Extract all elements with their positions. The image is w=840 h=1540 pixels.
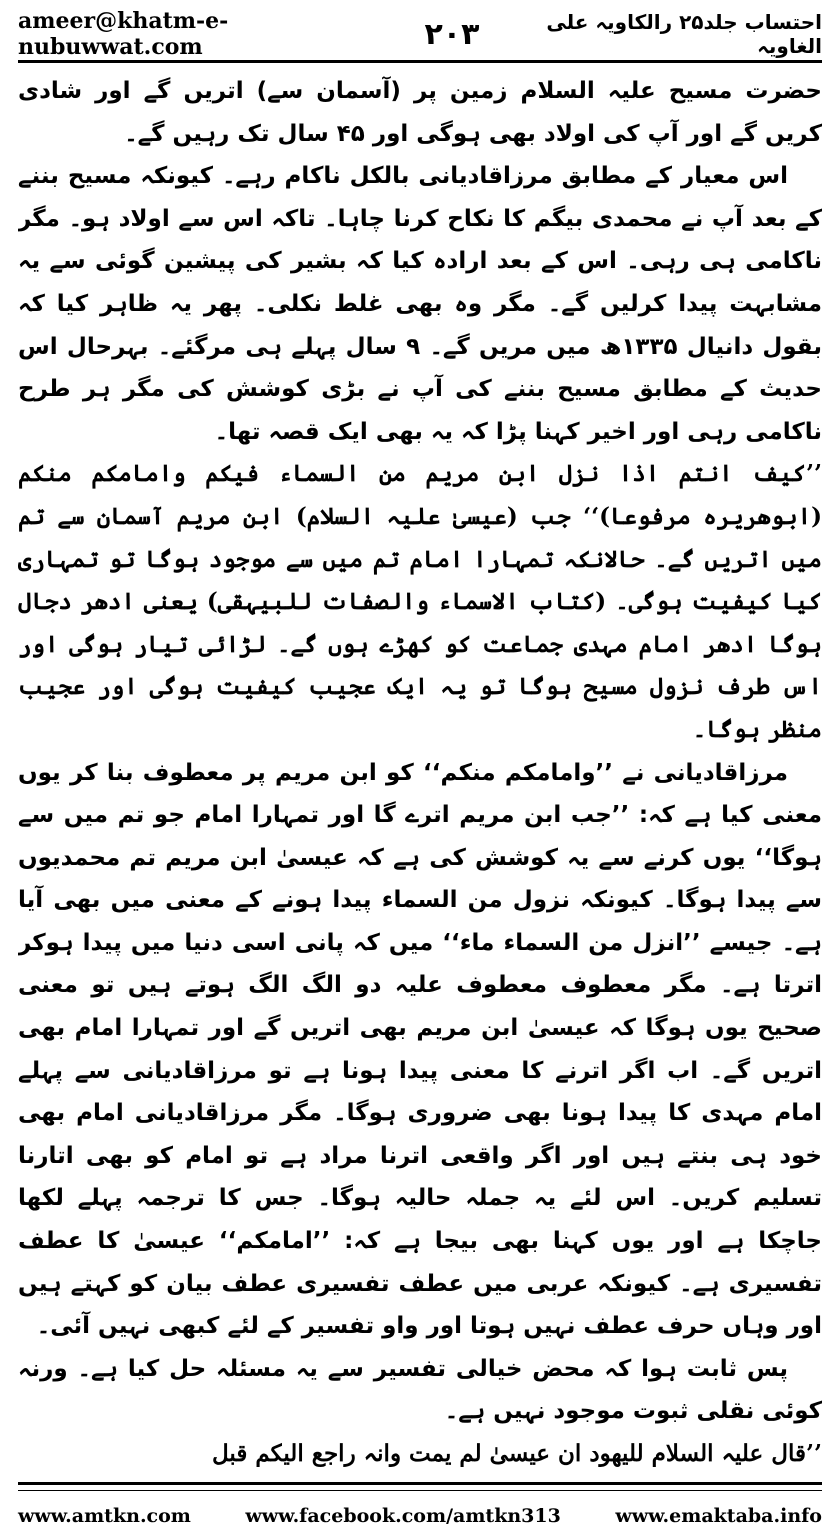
paragraph-3: ’’کیف انتم اذا نزل ابن مریم من السماء فیکم وامامکم منکم (ابوھریرہ مرفوعا)‘‘ جب (عیسیٰ علیہ السلام) ابن مریم آسمان سے تم میں اتریں گے۔ حالانکہ تمہارا امام تم میں سے موجود ہوگا تو تمہاری کیا کیفیت ہوگی۔ (کتاب الاسماء والصفات للبیہقی) یعنی ادھر دجال ہوگا ادھر امام مہدی جماعت کو کھڑے ہوں گے۔ لڑائی تیار ہوگی اور اس طرف نزول مسیح ہوگا تو یہ ایک عجیب کیفیت ہوگی اور عجیب منظر ہوگا۔ [18,460,822,743]
header-rule [18,60,822,63]
footer-rule-thin [18,1490,822,1491]
paragraph-6: ’’قال علیہ السلام للیھود ان عیسیٰ لم یمت وانہ راجع الیکم قبل [212,1440,822,1467]
paragraph-2: اس معیار کے مطابق مرزاقادیانی بالکل ناکام رہے۔ کیونکہ مسیح بننے کے بعد آپ نے محمدی بیگم کا نکاح کرنا چاہا۔ تاکہ اس سے اولاد ہو۔ مگر ناکامی ہی رہی۔ اس کے بعد ارادہ کیا کہ بشیر کی پیشین گوئی سے یہ مشابہت پیدا کرلیں گے۔ مگر وہ بھی غلط نکلی۔ پھر یہ ظاہر کیا کہ بقول دانیال ۱۳۳۵ھ میں مریں گے۔ ۹ سال پہلے ہی مرگئے۔ بہرحال اس حدیث کے مطابق مسیح بننے کی آپ نے بڑی کوشش کی مگر ہر طرح ناکامی رہی اور اخیر کہنا پڑا کہ یہ بھی ایک قصہ تھا۔ [18,163,822,445]
footer-link-facebook[interactable]: www.facebook.com/amtkn313 [245,1505,561,1527]
footer-link-emaktaba[interactable]: www.emaktaba.info [615,1505,822,1527]
header-email: ameer@khatm-e-nubuwwat.com [18,8,229,60]
paragraph-1: حضرت مسیح علیہ السلام زمین پر (آسمان سے) اتریں گے اور شادی کریں گے اور آپ کی اولاد بھی ہوگی اور ۴۵ سال تک رہیں گے۔ [18,78,822,147]
paragraph-5: پس ثابت ہوا کہ محض خیالی تفسیر سے یہ مسئلہ حل کیا ہے۔ ورنہ کوئی نقلی ثبوت موجود نہیں ہے۔ [18,1355,822,1425]
book-title: احتساب جلد۲۵ رالکاویہ علی الغاویہ [546,10,822,58]
page-header [18,8,822,60]
page-number: ۲۰۳ [424,16,480,52]
footer-link-amtkn[interactable]: www.amtkn.com [18,1505,191,1527]
page-footer [18,1500,822,1532]
paragraph-4: مرزاقادیانی نے ’’وامامکم منکم‘‘ کو ابن مریم پر معطوف بنا کر یوں معنی کیا ہے کہ: ’’جب ابن مریم اترے گا اور تمہارا امام جو تم میں سے ہوگا‘‘ یوں کرنے سے یہ کوشش کی ہے کہ عیسیٰ ابن مریم تم محمدیوں سے پیدا ہوگا۔ کیونکہ نزول من السماء پیدا ہونے کے معنی میں بھی آیا ہے۔ جیسے ’’انزل من السماء ماء‘‘ میں کہ پانی اسی دنیا میں پیدا ہوکر اترتا ہے۔ مگر معطوف معطوف علیہ دو الگ الگ ہوتے ہیں تو معنی صحیح یوں ہوگا کہ عیسیٰ ابن مریم بھی اتریں گے اور تمہارا امام بھی اتریں گے۔ اب اگر اترنے کا معنی پیدا ہونا ہے تو مرزاقادیانی سے پہلے امام مہدی کا پیدا ہونا بھی ضروری ہوگا۔ مگر مرزاقادیانی امام بھی خود ہی بنتے ہیں اور اگر واقعی اترنا مراد ہے تو امام کو بھی اتارنا تسلیم کریں۔ اس لئے یہ جملہ حالیہ ہوگا۔ جس کا ترجمہ پہلے لکھا جاچکا ہے اور یوں کہنا بھی بیجا ہے کہ: ’’امامکم‘‘ عیسیٰ کا عطف تفسیری ہے۔ کیونکہ عربی میں عطف تفسیری عطف بیان کو کہتے ہیں اور وہاں حرف عطف نہیں ہوتا اور واو تفسیر کے لئے کبھی نہیں آئی۔ [18,759,822,1340]
page-body [18,70,822,1470]
header-left-group [18,8,479,60]
footer-rule-thick [18,1482,822,1485]
